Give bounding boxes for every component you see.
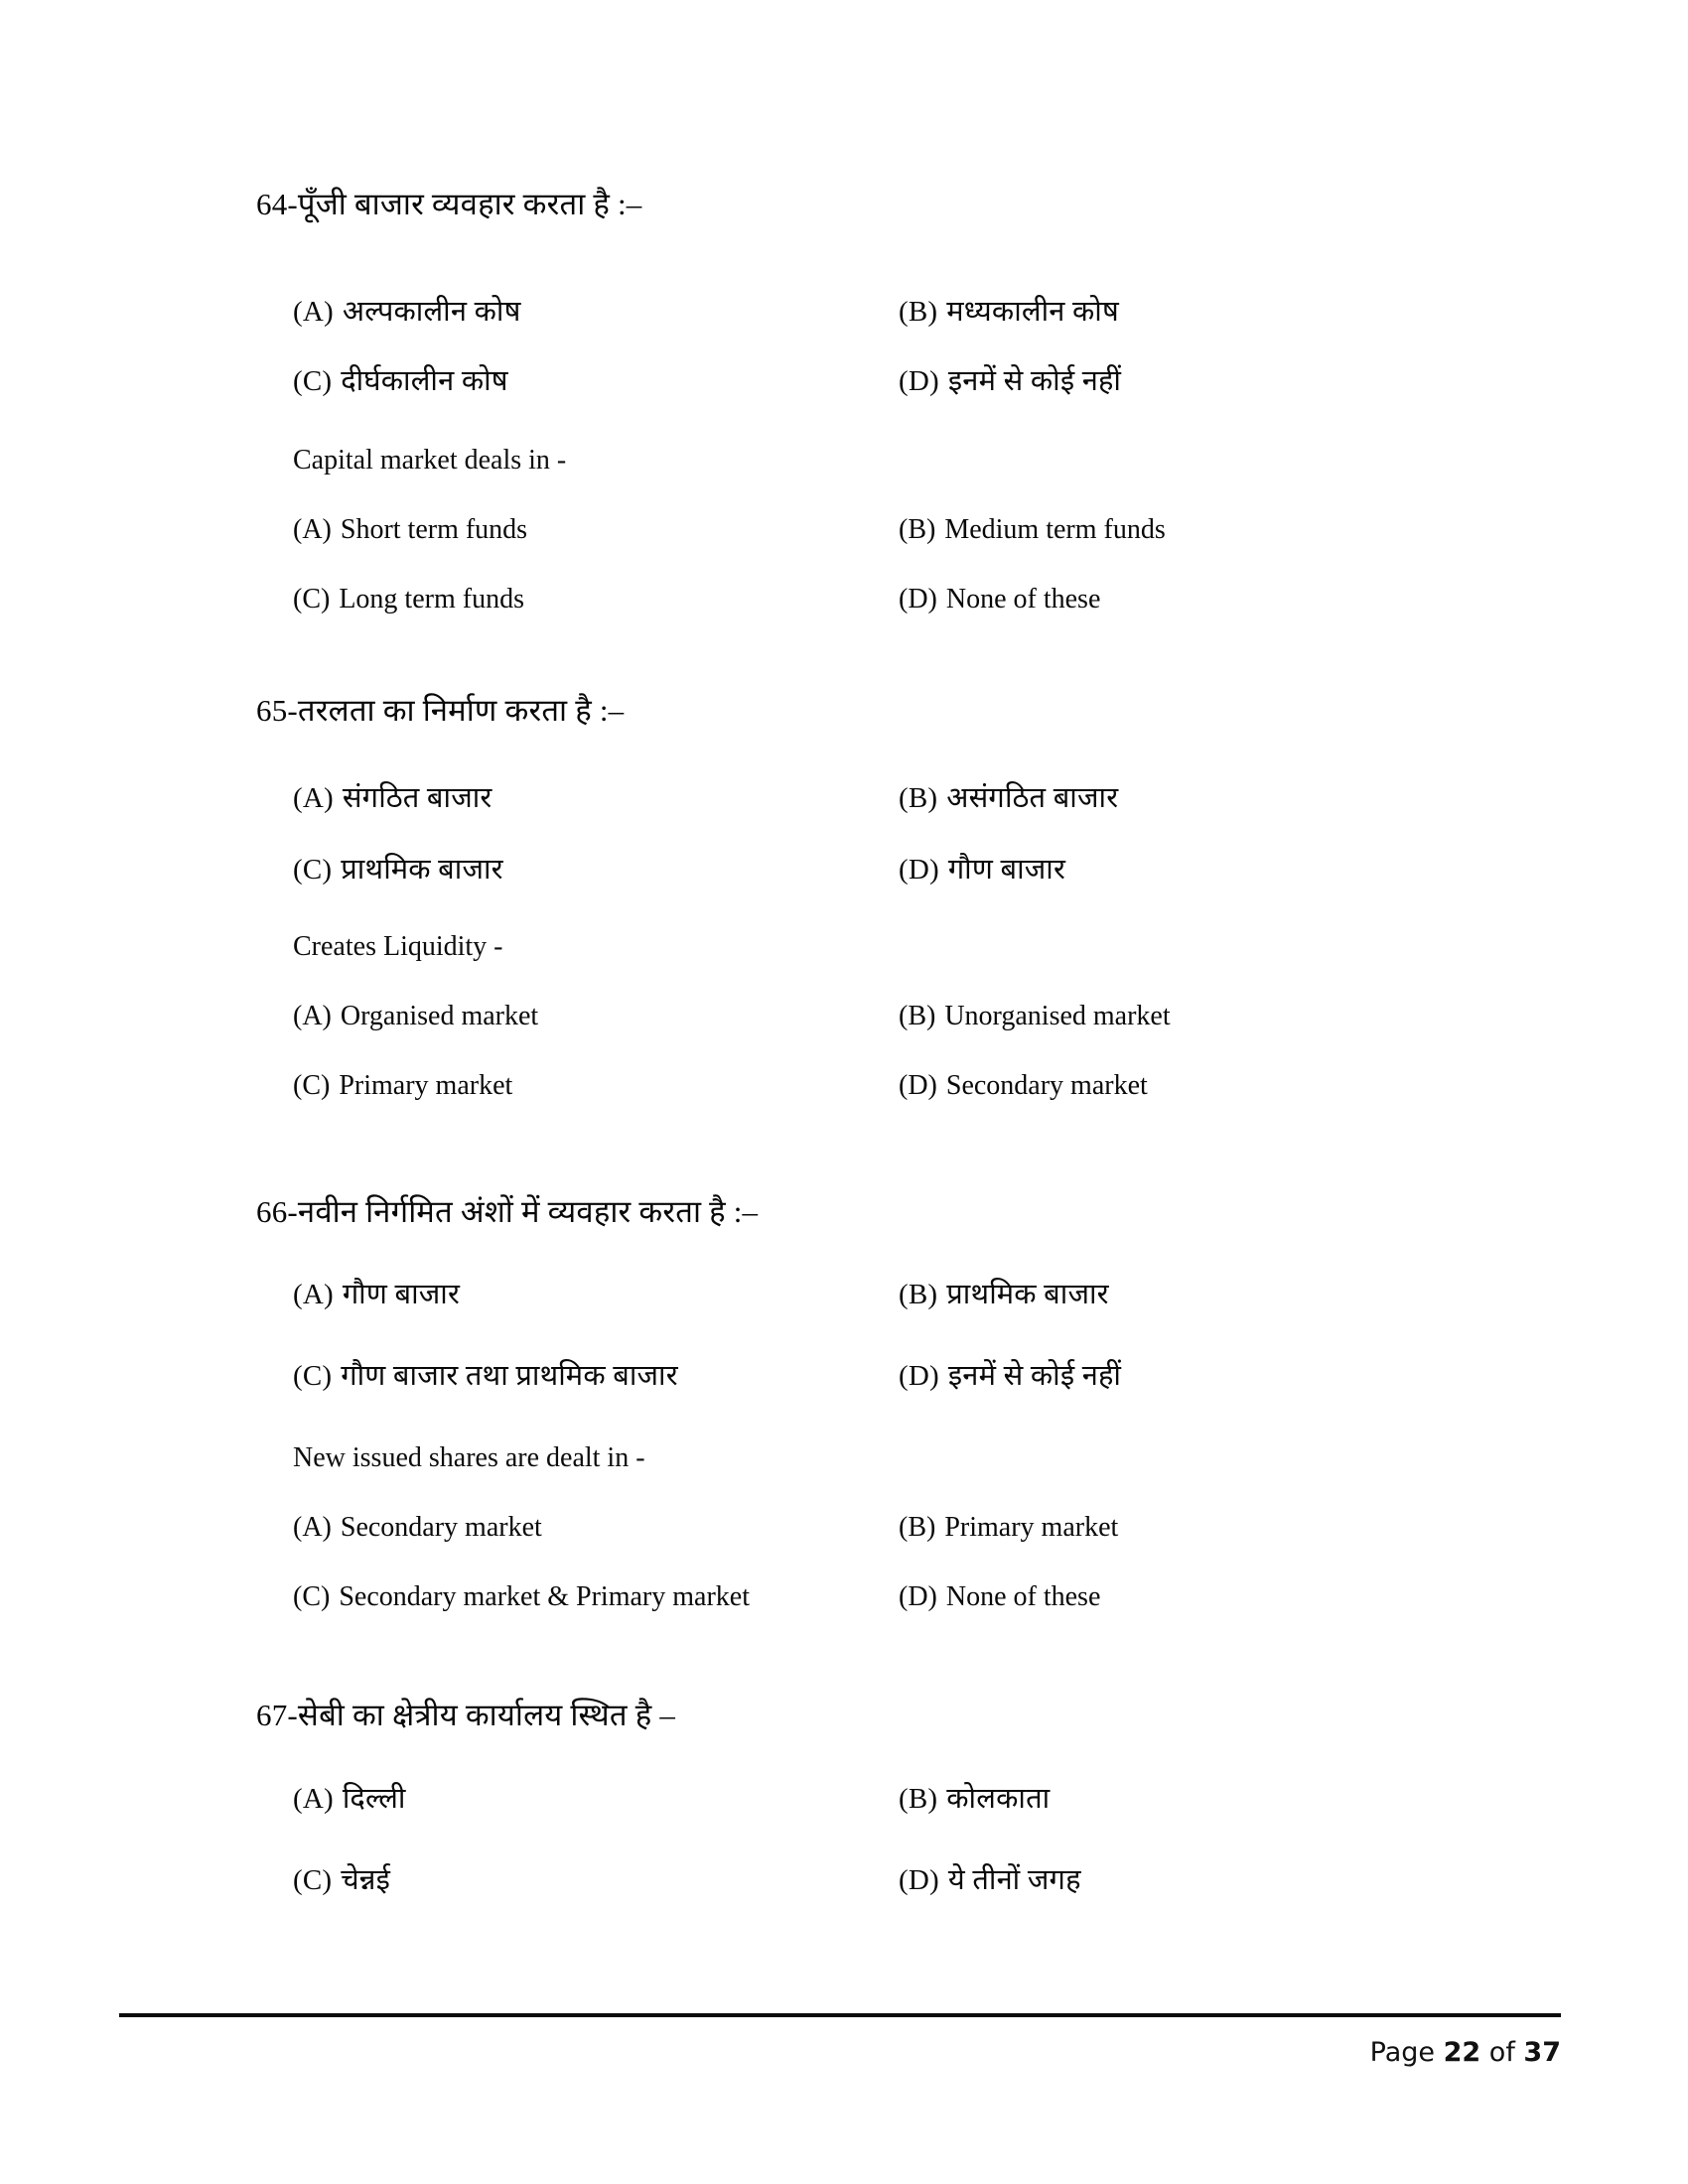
option-label: (B): [899, 514, 936, 545]
question-64-option-en-d[interactable]: [899, 586, 1100, 614]
option-label: (A): [293, 1001, 332, 1031]
footer-page-number: 22: [1443, 2037, 1481, 2068]
question-65-option-hi-a[interactable]: [293, 784, 492, 813]
option-label: (D): [899, 854, 939, 886]
question-66-option-en-c[interactable]: [293, 1583, 750, 1611]
option-label: (B): [899, 1783, 938, 1815]
question-65-option-hi-d[interactable]: [899, 856, 1065, 885]
question-65-option-en-b[interactable]: [899, 1003, 1171, 1030]
option-text: प्राथमिक बाजार: [946, 1279, 1109, 1310]
option-label: (C): [293, 1070, 331, 1101]
question-66-option-en-a[interactable]: [293, 1514, 542, 1542]
question-66-option-hi-c[interactable]: [293, 1362, 678, 1391]
option-text: Primary market: [339, 1070, 513, 1101]
question-66-option-en-b[interactable]: [899, 1514, 1118, 1542]
question-64-option-hi-a[interactable]: [293, 298, 521, 327]
question-65-stem-english: Creates Liquidity -: [293, 931, 503, 962]
option-text: ये तीनों जगह: [947, 1864, 1081, 1896]
question-64-option-hi-c[interactable]: [293, 367, 508, 396]
option-label: (D): [899, 1864, 939, 1896]
option-label: (B): [899, 1001, 936, 1031]
option-text: दीर्घकालीन कोष: [341, 365, 508, 397]
option-text: प्राथमिक बाजार: [341, 854, 503, 886]
option-text: संगठित बाजार: [342, 782, 492, 814]
question-67-option-hi-d[interactable]: [899, 1866, 1081, 1895]
option-text: Medium term funds: [944, 514, 1166, 545]
footer-page-total: 37: [1523, 2037, 1561, 2068]
option-label: (D): [899, 1070, 937, 1101]
option-label: (B): [899, 1512, 936, 1543]
option-text: Unorganised market: [944, 1001, 1171, 1031]
question-66-option-hi-a[interactable]: [293, 1281, 460, 1309]
question-64-option-en-a[interactable]: [293, 516, 527, 544]
option-text: None of these: [945, 584, 1101, 614]
option-label: (D): [899, 584, 937, 614]
question-67-stem-hindi: 67-सेबी का क्षेत्रीय कार्यालय स्थित है –: [256, 1698, 676, 1732]
option-label: (A): [293, 514, 332, 545]
option-text: मध्यकालीन कोष: [946, 296, 1119, 328]
option-label: (B): [899, 296, 938, 328]
option-text: Short term funds: [340, 514, 528, 545]
option-label: (C): [293, 584, 331, 614]
question-64-option-en-c[interactable]: [293, 586, 524, 614]
option-label: (A): [293, 782, 334, 814]
question-65-option-hi-b[interactable]: [899, 784, 1118, 813]
option-label: (B): [899, 1279, 938, 1310]
question-64-option-en-b[interactable]: [899, 516, 1166, 544]
footer-page-middle: of: [1488, 2037, 1515, 2068]
option-text: कोलकाता: [946, 1783, 1051, 1815]
option-text: Primary market: [944, 1512, 1119, 1543]
question-67-option-hi-c[interactable]: [293, 1866, 390, 1895]
option-text: Long term funds: [339, 584, 524, 614]
question-64-stem-hindi: 64-पूँजी बाजार व्यवहार करता है :–: [256, 187, 642, 221]
option-text: Secondary market: [945, 1070, 1148, 1101]
question-66-option-en-d[interactable]: [899, 1583, 1100, 1611]
option-text: Organised market: [340, 1001, 539, 1031]
option-label: (A): [293, 1512, 332, 1543]
option-label: (C): [293, 854, 333, 886]
question-65-option-en-a[interactable]: [293, 1003, 538, 1030]
option-text: इनमें से कोई नहीं: [947, 365, 1122, 397]
option-label: (A): [293, 1783, 334, 1815]
question-64-stem-english: Capital market deals in -: [293, 445, 567, 476]
question-66-option-hi-b[interactable]: [899, 1281, 1109, 1309]
option-label: (C): [293, 1864, 333, 1896]
option-label: (C): [293, 365, 333, 397]
option-label: (D): [899, 1581, 937, 1612]
question-67-option-hi-b[interactable]: [899, 1785, 1050, 1814]
option-label: (C): [293, 1360, 333, 1392]
option-text: दिल्ली: [342, 1783, 406, 1815]
option-text: गौण बाजार: [342, 1279, 461, 1310]
question-64-option-hi-d[interactable]: [899, 367, 1121, 396]
footer-page-prefix: Page: [1369, 2037, 1436, 2068]
question-66-option-hi-d[interactable]: [899, 1362, 1121, 1391]
option-label: (A): [293, 1279, 334, 1310]
footer-divider: [119, 2013, 1561, 2017]
option-label: (D): [899, 365, 939, 397]
option-text: असंगठित बाजार: [946, 782, 1119, 814]
option-text: चेन्नई: [341, 1864, 391, 1896]
question-67-option-hi-a[interactable]: [293, 1785, 406, 1814]
question-65-option-en-c[interactable]: [293, 1072, 512, 1100]
option-label: (B): [899, 782, 938, 814]
option-text: गौण बाजार: [947, 854, 1066, 886]
option-text: None of these: [945, 1581, 1101, 1612]
option-text: गौण बाजार तथा प्राथमिक बाजार: [341, 1360, 678, 1392]
question-65-stem-hindi: 65-तरलता का निर्माण करता है :–: [256, 693, 625, 728]
option-text: अल्पकालीन कोष: [342, 296, 521, 328]
question-65-option-en-d[interactable]: [899, 1072, 1148, 1100]
question-65-option-hi-c[interactable]: [293, 856, 503, 885]
option-text: इनमें से कोई नहीं: [947, 1360, 1122, 1392]
option-label: (C): [293, 1581, 331, 1612]
option-text: Secondary market & Primary market: [339, 1581, 750, 1612]
question-66-stem-hindi: 66-नवीन निर्गमित अंशों में व्यवहार करता है :–: [256, 1194, 759, 1229]
page-footer: [1370, 2037, 1561, 2068]
option-label: (A): [293, 296, 334, 328]
question-64-option-hi-b[interactable]: [899, 298, 1119, 327]
question-66-stem-english: New issued shares are dealt in -: [293, 1442, 645, 1473]
option-text: Secondary market: [340, 1512, 542, 1543]
option-label: (D): [899, 1360, 939, 1392]
